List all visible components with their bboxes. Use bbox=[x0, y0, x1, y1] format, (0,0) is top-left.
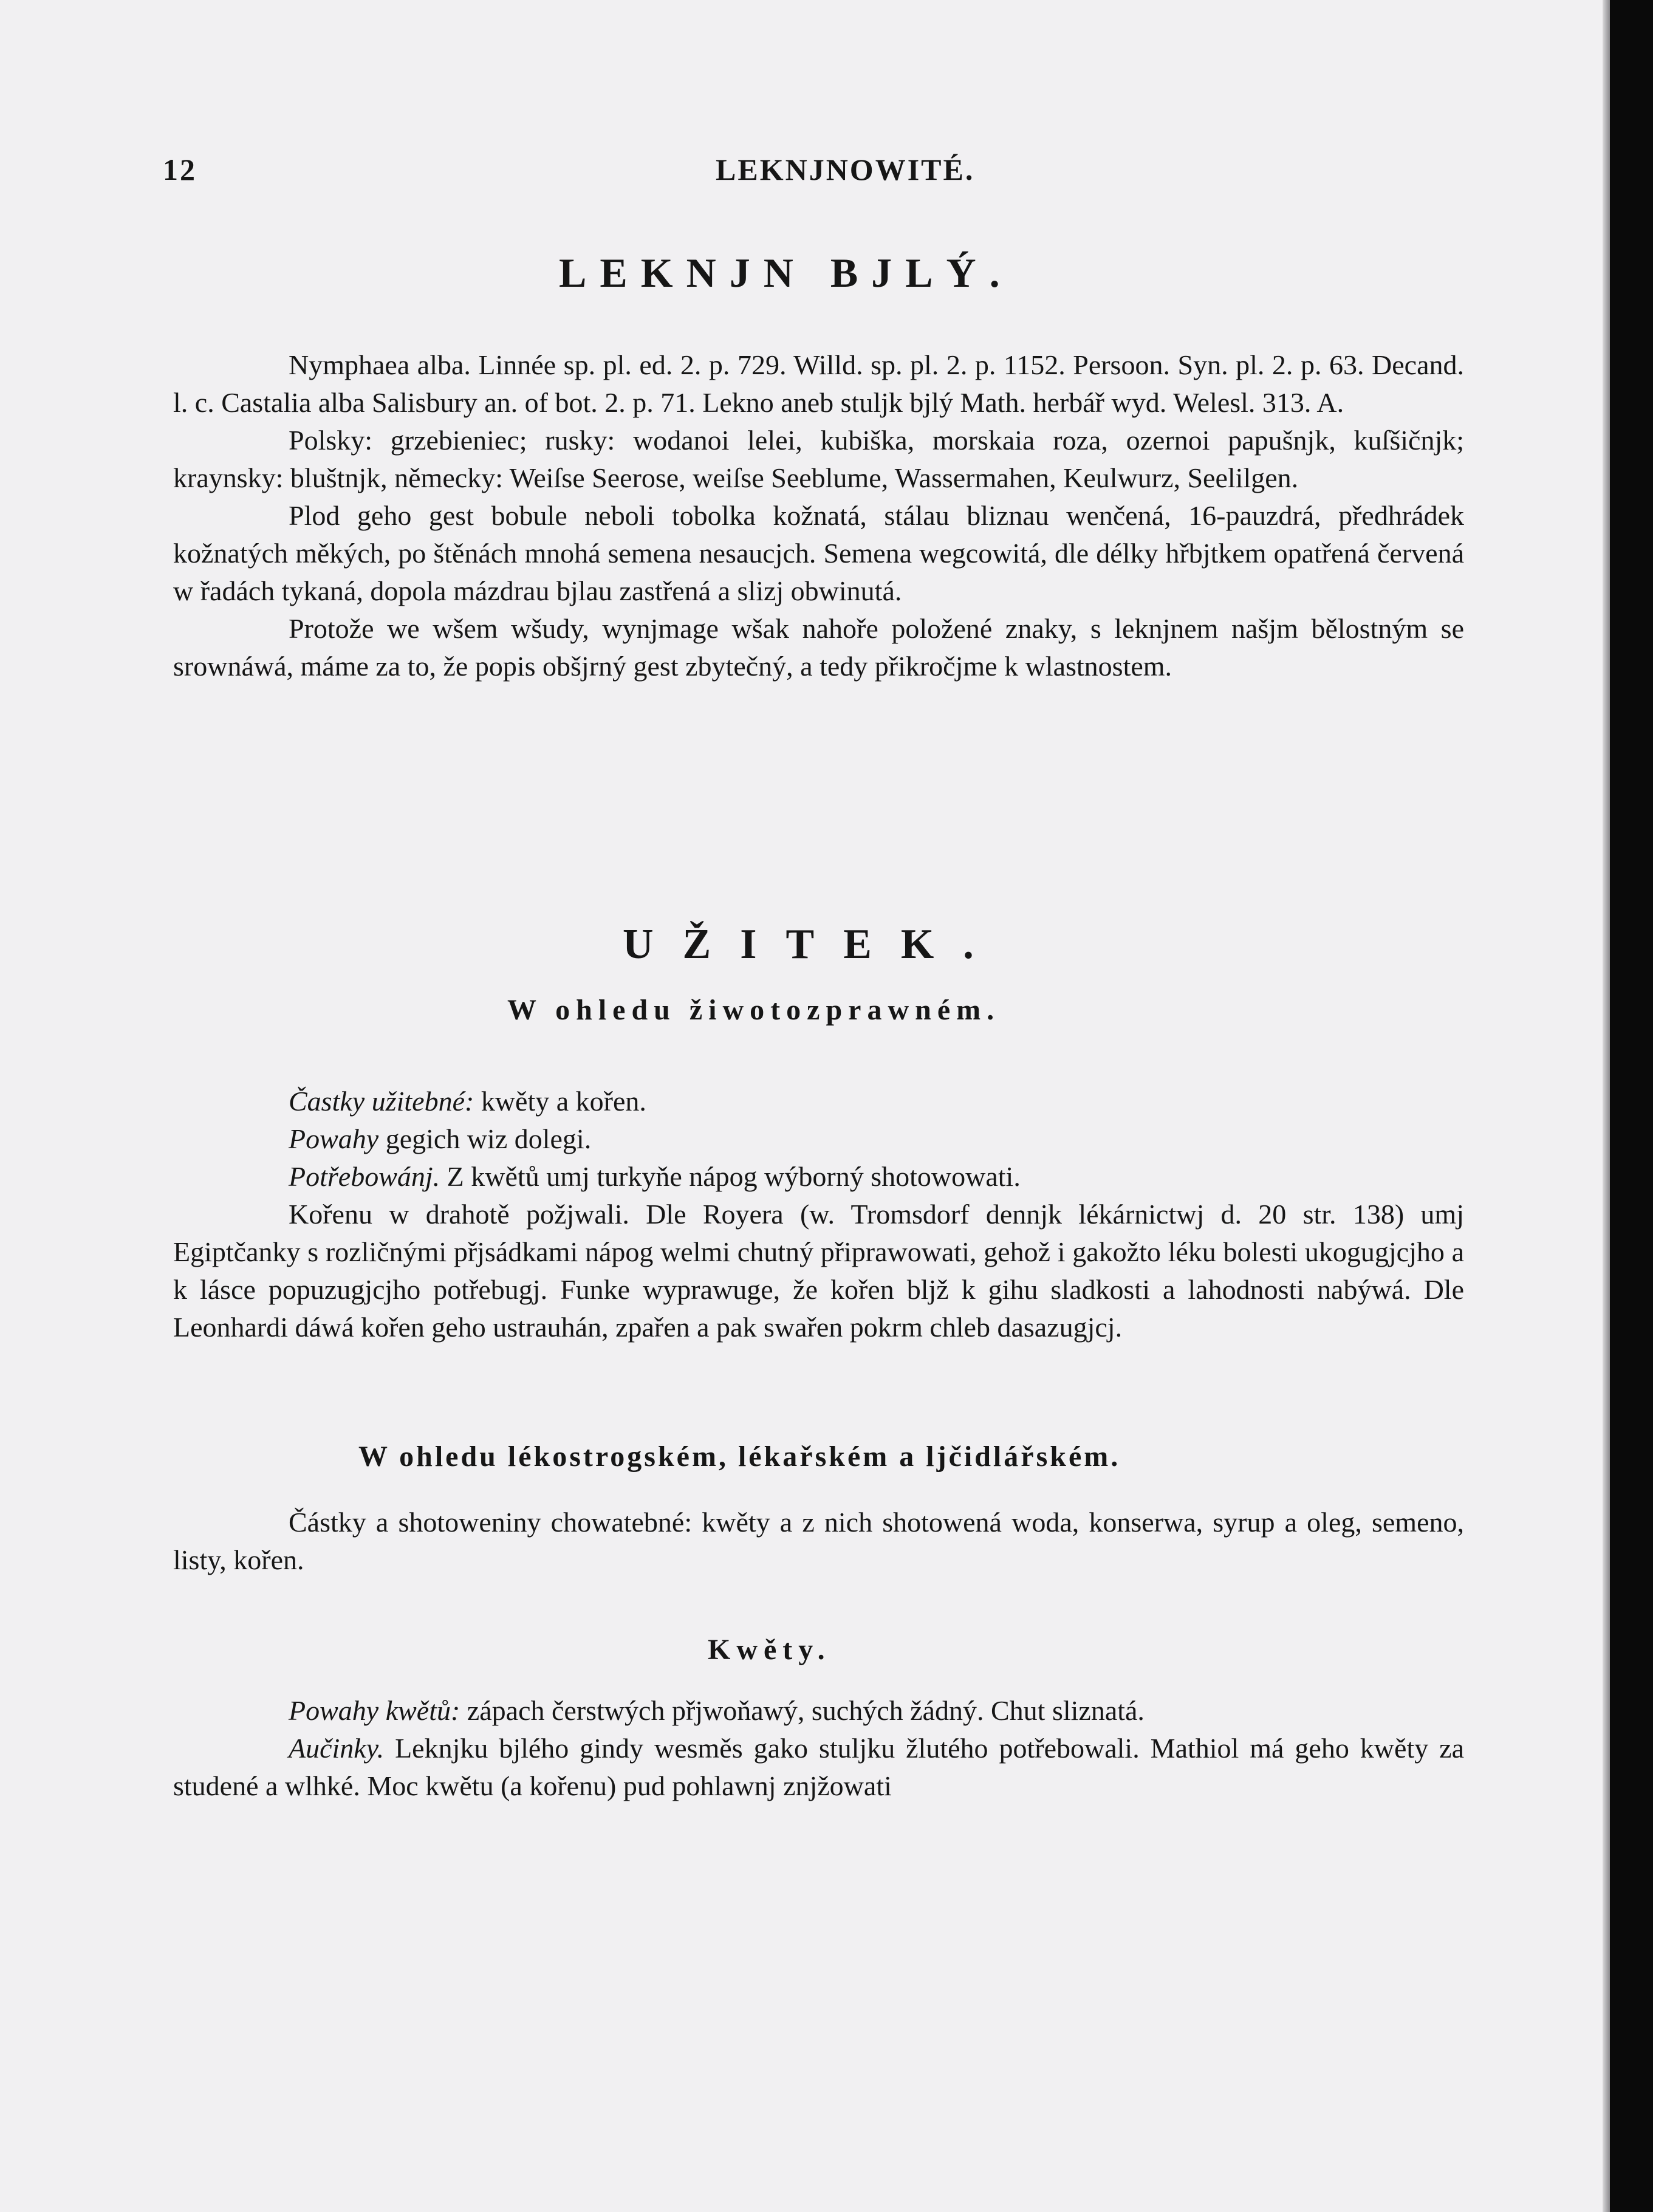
leko-block bbox=[173, 1504, 1464, 1579]
usage-text: Z kwětů umj turkyňe nápog wýborný shotowowati. bbox=[447, 1161, 1021, 1192]
flower-properties-line bbox=[173, 1692, 1464, 1730]
effects-paragraph bbox=[173, 1730, 1464, 1805]
usage-label: Potřebowánj. bbox=[289, 1161, 440, 1192]
properties-text: gegich wiz dolegi. bbox=[385, 1123, 592, 1154]
section-title-uzitek: UŽITEK. bbox=[623, 921, 1003, 968]
page-title: LEKNJN BJLÝ. bbox=[559, 250, 1013, 296]
uzitek-block bbox=[173, 1083, 1464, 1346]
intro-block bbox=[173, 346, 1464, 685]
running-head: LEKNJNOWITÉ. bbox=[716, 152, 975, 187]
root-usage-paragraph: Kořenu w drahotě požjwali. Dle Royera (w. Tromsdorf dennjk lékárnictwj d. 20 str. 138) umj Egiptčanky s rozličnými přjsádkami nápog welmi chutný připrawowati, gehož i gakožto léku bolesti ukogugjcjho a k lásce popuzugjcjho potřebugj. Funke wyprawuge, že kořen bljž k gihu sladkosti a lahodnosti nabýwá. Dle Leonhardi dáwá kořen geho ustrauhán, zpařen a pak swařen pokrm chleb dasazugjcj. bbox=[173, 1199, 1464, 1343]
vernacular-names-paragraph: Polsky: grzebieniec; rusky: wodanoi lelei, kubiška, morskaia roza, ozernoi papušnjk, kuſšičnjk; kraynsky: bluštnjk, německy: Weiſse Seerose, weiſse Seeblume, Wassermahen, Keulwurz, Seelilgen. bbox=[173, 425, 1464, 493]
useful-parts-text: kwěty a kořen. bbox=[481, 1086, 646, 1117]
kwety-block bbox=[173, 1692, 1464, 1805]
preparations-paragraph: Částky a shotoweniny chowatebné: kwěty a z nich shotowená woda, konserwa, syrup a oleg, semeno, listy, kořen. bbox=[173, 1507, 1464, 1575]
effects-label: Aučinky. bbox=[289, 1733, 385, 1764]
effects-text: Leknjku bjlého gindy wesměs gako stuljku žlutého potřebowali. Mathiol má geho kwěty za studené a wlhké. Moc kwětu (a kořenu) pud pohlawnj znjžowati bbox=[173, 1733, 1465, 1801]
usage-line bbox=[173, 1158, 1464, 1196]
synonymy-paragraph: Nymphaea alba. Linnée sp. pl. ed. 2. p. 729. Willd. sp. pl. 2. p. 1152. Persoon. Syn. pl. 2. p. 63. Decand. l. c. Castalia alba Salisbury an. of bot. 2. p. 71. Lekno aneb stuljk bjlý Math. herbář wyd. Welesl. 313. A. bbox=[173, 349, 1464, 418]
properties-label: Powahy bbox=[289, 1123, 379, 1154]
subhead-zivotozpravny: W ohledu žiwotozprawném. bbox=[507, 994, 1001, 1026]
page-number: 12 bbox=[163, 152, 197, 187]
subhead-lekostrogsky: W ohledu lékostrogském, lékařském a ljčidlářském. bbox=[358, 1440, 1121, 1473]
flower-properties-label: Powahy kwětů: bbox=[289, 1695, 460, 1726]
page-edge-shadow bbox=[1603, 0, 1610, 2212]
comparison-paragraph: Protože we wšem wšudy, wynjmage wšak nahoře položené znaky, s leknjnem našjm bělostným se srownáwá, máme za to, že popis obšjrný gest zbytečný, a tedy přikročjme k wlastnostem. bbox=[173, 613, 1464, 682]
useful-parts-label: Častky užitebné: bbox=[289, 1086, 474, 1117]
flower-properties-text: zápach čerstwých přjwoňawý, suchých žádný. Chut sliznatá. bbox=[467, 1695, 1145, 1726]
fruit-description-paragraph: Plod geho gest bobule neboli tobolka kožnatá, stálau bliznau wenčená, 16-pauzdrá, předhrádek kožnatých měkých, po štěnách mnohá semena nesaucjch. Semena wegcowitá, dle délky hřbjtkem opatřená červená w řadách tykaná, dopola mázdrau bjlau zastřená a slizj obwinutá. bbox=[173, 500, 1464, 606]
useful-parts-line bbox=[173, 1083, 1464, 1120]
properties-line bbox=[173, 1120, 1464, 1158]
subhead-kwety: Kwěty. bbox=[708, 1634, 831, 1666]
